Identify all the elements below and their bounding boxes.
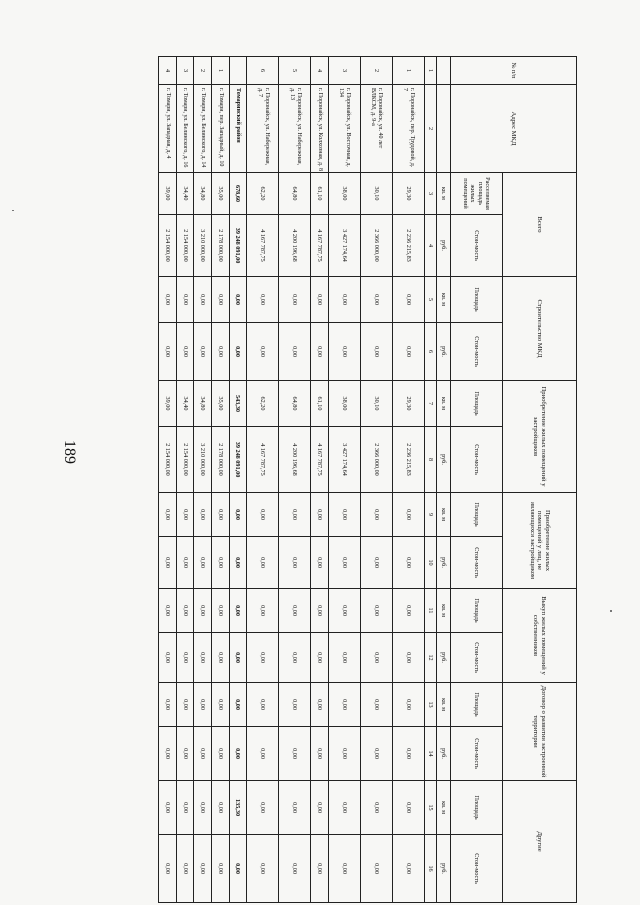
area-value: 0,00 [279,277,311,323]
header-purchase-non-developer: Приобретение жилых помещений у лиц, не являющихся застройщиком [503,493,577,589]
area-value: 0,00 [279,589,311,633]
area-value: 0,00 [279,493,311,537]
cost-value: 2 154 000,00 [159,427,177,493]
cost-value: 0,00 [176,835,194,903]
cost-value: 0,00 [229,537,247,589]
row-number: 6 [247,57,279,85]
cost-value: 0,00 [392,727,424,781]
area-value: 0,00 [229,683,247,727]
unit-cell: кв. м [437,277,451,323]
cost-value: 3 427 174,64 [328,427,360,493]
area-value: 0,00 [176,781,194,835]
cost-value: 2 236 215,83 [392,215,424,277]
area-value: 35,00 [211,173,229,215]
cost-value: 0,00 [311,633,329,683]
area-value: 0,00 [328,683,360,727]
area-value: 29,30 [392,381,424,427]
row-address: г. Томари, ул. Западная, д. 4 [159,85,177,173]
area-value: 0,00 [247,781,279,835]
area-value: 0,00 [176,683,194,727]
column-number: 12 [425,633,437,683]
cost-value: 0,00 [229,633,247,683]
cost-value: 0,00 [328,835,360,903]
cost-value: 0,00 [360,633,392,683]
area-value: 678,60 [229,173,247,215]
cost-value: 0,00 [176,633,194,683]
unit-cell: кв. м [437,381,451,427]
subheader-cost: Стои-мость [451,215,503,277]
area-value: 0,00 [328,277,360,323]
area-value: 61,10 [311,173,329,215]
unit-cell: кв. м [437,493,451,537]
cost-value: 0,00 [392,323,424,381]
cost-value: 0,00 [194,835,212,903]
row-address: г. Поронайск, ул. Набережная, д. 13 [279,85,311,173]
table-row [159,57,177,903]
unit-cell: кв. м [437,173,451,215]
row-number: 1 [211,57,229,85]
row-address: г. Томари, ул. Белинского, д. 14 [194,85,212,173]
cost-value: 0,00 [247,727,279,781]
column-number: 3 [425,173,437,215]
area-value: 0,00 [392,493,424,537]
cost-value: 0,00 [211,835,229,903]
cost-value: 0,00 [392,835,424,903]
area-value: 0,00 [311,589,329,633]
table-row [392,57,424,903]
table-row [194,57,212,903]
cost-value: 0,00 [159,537,177,589]
unit-cell: руб. [437,215,451,277]
cost-value: 2 236 215,83 [392,427,424,493]
cost-value: 0,00 [247,835,279,903]
area-value: 39,00 [159,381,177,427]
area-value: 0,00 [211,781,229,835]
cost-value: 3 210 000,00 [194,215,212,277]
cost-value: 4 167 787,75 [247,215,279,277]
area-value: 0,00 [360,277,392,323]
area-value: 0,00 [176,493,194,537]
row-address: г. Томари, ул. Белинского, д. 16 [176,85,194,173]
cost-value: 0,00 [247,537,279,589]
area-value: 0,00 [159,493,177,537]
subheader-cost: Стои-мость [451,427,503,493]
area-value: 0,00 [159,683,177,727]
cost-value: 2 178 000,00 [211,427,229,493]
area-value: 0,00 [311,277,329,323]
table-row [247,57,279,903]
cost-value: 0,00 [247,323,279,381]
area-value: 0,00 [194,277,212,323]
area-value: 0,00 [176,277,194,323]
cost-value: 0,00 [392,537,424,589]
area-value: 64,80 [279,381,311,427]
cost-value: 0,00 [159,323,177,381]
cost-value: 4 200 196,68 [279,215,311,277]
column-number: 6 [425,323,437,381]
cost-value: 0,00 [360,835,392,903]
row-address: г. Поронайск, пер. Трудовой, д. 7 [392,85,424,173]
header-territory-contract: Договор о развитии застроенной территории [503,683,577,781]
area-value: 29,30 [392,173,424,215]
area-value: 0,00 [176,589,194,633]
area-value: 0,00 [360,683,392,727]
area-value: 0,00 [194,781,212,835]
cost-value: 0,00 [311,323,329,381]
area-value: 0,00 [159,277,177,323]
area-value: 0,00 [159,589,177,633]
table-row [328,57,360,903]
area-value: 64,80 [279,173,311,215]
cost-value: 0,00 [279,537,311,589]
area-value: 0,00 [247,589,279,633]
row-address: г. Поронайск, ул. Набережная, д. 7 [247,85,279,173]
cost-value: 4 200 196,68 [279,427,311,493]
cost-value: 3 427 174,64 [328,215,360,277]
cost-value: 0,00 [176,727,194,781]
cost-value: 0,00 [176,323,194,381]
unit-cell: руб. [437,727,451,781]
column-numbering-row [425,57,437,903]
row-number: 1 [392,57,424,85]
cost-value: 0,00 [229,835,247,903]
header-mkd-construction: Строительство МКД [503,277,577,381]
scan-speck [12,210,14,211]
area-value: 0,00 [311,493,329,537]
cost-value: 0,00 [159,633,177,683]
cost-value: 0,00 [211,537,229,589]
subheader-area: Площадь [451,781,503,835]
area-value: 30,10 [360,381,392,427]
cost-value: 0,00 [279,633,311,683]
cost-value: 4 167 787,75 [311,215,329,277]
column-number: 2 [425,85,437,173]
cost-value: 0,00 [279,835,311,903]
unit-cell: руб. [437,427,451,493]
column-number: 11 [425,589,437,633]
area-value: 62,20 [247,381,279,427]
column-number: 8 [425,427,437,493]
column-number: 13 [425,683,437,727]
area-value: 34,40 [176,173,194,215]
subheader-cost: Стои-мость [451,323,503,381]
table-row [211,57,229,903]
rotated-table-wrapper [158,56,577,902]
row-address: г. Томари, пер. Западный, д. 10 [211,85,229,173]
column-number: 10 [425,537,437,589]
cost-value: 0,00 [328,633,360,683]
subheader-area: Площадь [451,277,503,323]
subheader-area: Площадь [451,493,503,537]
subheader-total-area: Расселяемая площадь жилых помещений [451,173,503,215]
area-value: 0,00 [328,493,360,537]
row-number: 4 [311,57,329,85]
header-other: Другие [503,781,577,903]
column-number: 15 [425,781,437,835]
area-value: 0,00 [360,589,392,633]
subheader-area: Площадь [451,381,503,427]
column-number: 14 [425,727,437,781]
cost-value: 0,00 [311,537,329,589]
area-value: 0,00 [211,277,229,323]
table-row [176,57,194,903]
resettlement-table [158,56,577,903]
cost-value: 39 248 091,00 [229,215,247,277]
row-number [229,57,247,85]
cost-value: 2 366 000,00 [360,215,392,277]
cost-value: 0,00 [194,633,212,683]
header-buyout: Выкуп жилых помещений у собственников [503,589,577,683]
area-value: 0,00 [211,683,229,727]
scan-speck [610,610,612,612]
area-value: 0,00 [392,683,424,727]
cost-value: 0,00 [328,727,360,781]
cost-value: 0,00 [211,727,229,781]
column-number: 16 [425,835,437,903]
area-value: 0,00 [194,493,212,537]
row-number: 4 [159,57,177,85]
cost-value: 0,00 [360,537,392,589]
area-value: 0,00 [211,493,229,537]
area-value: 0,00 [229,589,247,633]
unit-cell: руб. [437,323,451,381]
area-value: 0,00 [279,781,311,835]
area-value: 0,00 [392,277,424,323]
cost-value: 0,00 [360,323,392,381]
cost-value: 0,00 [279,323,311,381]
area-value: 62,20 [247,173,279,215]
table-row [311,57,329,903]
row-number: 2 [360,57,392,85]
area-value: 135,30 [229,781,247,835]
unit-cell: руб. [437,633,451,683]
cost-value: 0,00 [360,727,392,781]
area-value: 0,00 [247,277,279,323]
area-value: 0,00 [247,493,279,537]
row-number: 2 [194,57,212,85]
cost-value: 2 178 000,00 [211,215,229,277]
subheader-cost: Стои-мость [451,633,503,683]
area-value: 0,00 [247,683,279,727]
cost-value: 0,00 [247,633,279,683]
table-row [279,57,311,903]
column-number: 1 [425,57,437,85]
cost-value: 0,00 [159,727,177,781]
unit-cell: кв. м [437,589,451,633]
cost-value: 0,00 [159,835,177,903]
table-row [360,57,392,903]
cost-value: 39 248 091,00 [229,427,247,493]
cost-value: 0,00 [311,835,329,903]
cost-value: 0,00 [229,727,247,781]
cost-value: 0,00 [176,537,194,589]
cost-value: 0,00 [311,727,329,781]
cost-value: 3 210 000,00 [194,427,212,493]
area-value: 0,00 [229,277,247,323]
area-value: 0,00 [328,589,360,633]
cost-value: 0,00 [194,537,212,589]
cost-value: 0,00 [328,537,360,589]
cost-value: 0,00 [328,323,360,381]
row-address: Томаринский район [229,85,247,173]
cost-value: 2 366 000,00 [360,427,392,493]
area-value: 34,80 [194,173,212,215]
area-value: 0,00 [194,683,212,727]
units-row [437,57,451,903]
subheader-cost: Стои-мость [451,835,503,903]
cost-value: 2 154 000,00 [176,215,194,277]
row-number: 5 [279,57,311,85]
header-no: № п/п [451,57,577,85]
column-number: 5 [425,277,437,323]
area-value: 39,00 [159,173,177,215]
row-address: г. Поронайск, ул. Восточная, д. 134 [328,85,360,173]
area-value: 30,10 [360,173,392,215]
unit-cell: руб. [437,537,451,589]
area-value: 0,00 [328,781,360,835]
area-value: 0,00 [392,589,424,633]
cost-value: 0,00 [279,727,311,781]
cost-value: 0,00 [211,323,229,381]
header-total: Всего [503,173,577,277]
area-value: 34,40 [176,381,194,427]
column-number: 9 [425,493,437,537]
area-value: 38,00 [328,381,360,427]
area-value: 0,00 [159,781,177,835]
cost-value: 2 154 000,00 [176,427,194,493]
table-row-district-total [229,57,247,903]
subheader-cost: Стои-мость [451,537,503,589]
area-value: 0,00 [194,589,212,633]
area-value: 0,00 [311,781,329,835]
area-value: 0,00 [360,781,392,835]
page-number: 189 [61,440,78,464]
subheader-area: Площадь [451,683,503,727]
cost-value: 0,00 [211,633,229,683]
cost-value: 4 167 787,75 [311,427,329,493]
subheader-area: Площадь [451,589,503,633]
table-body [159,57,425,903]
cost-value: 0,00 [392,633,424,683]
area-value: 0,00 [229,493,247,537]
unit-cell: руб. [437,835,451,903]
cost-value: 0,00 [194,323,212,381]
header-purchase-developer: Приобретение жилых помещений у застройщиков [503,381,577,493]
area-value: 0,00 [211,589,229,633]
unit-cell: кв. м [437,781,451,835]
cost-value: 0,00 [229,323,247,381]
row-number: 3 [328,57,360,85]
area-value: 35,00 [211,381,229,427]
cost-value: 2 154 000,00 [159,215,177,277]
unit-cell: кв. м [437,683,451,727]
row-address: г. Поронайск, ул. 40 лет ВЛКСМ, д. 9-а [360,85,392,173]
area-value: 38,00 [328,173,360,215]
cost-value: 0,00 [194,727,212,781]
area-value: 0,00 [392,781,424,835]
column-number: 4 [425,215,437,277]
row-address: г. Поронайск, ул. Колхозная, д. 8 [311,85,329,173]
area-value: 34,80 [194,381,212,427]
row-number: 3 [176,57,194,85]
area-value: 0,00 [311,683,329,727]
area-value: 0,00 [360,493,392,537]
subheader-cost: Стои-мость [451,727,503,781]
area-value: 61,10 [311,381,329,427]
area-value: 0,00 [279,683,311,727]
column-number: 7 [425,381,437,427]
area-value: 543,30 [229,381,247,427]
cost-value: 4 167 787,75 [247,427,279,493]
header-address: Адрес МКД [451,85,577,173]
